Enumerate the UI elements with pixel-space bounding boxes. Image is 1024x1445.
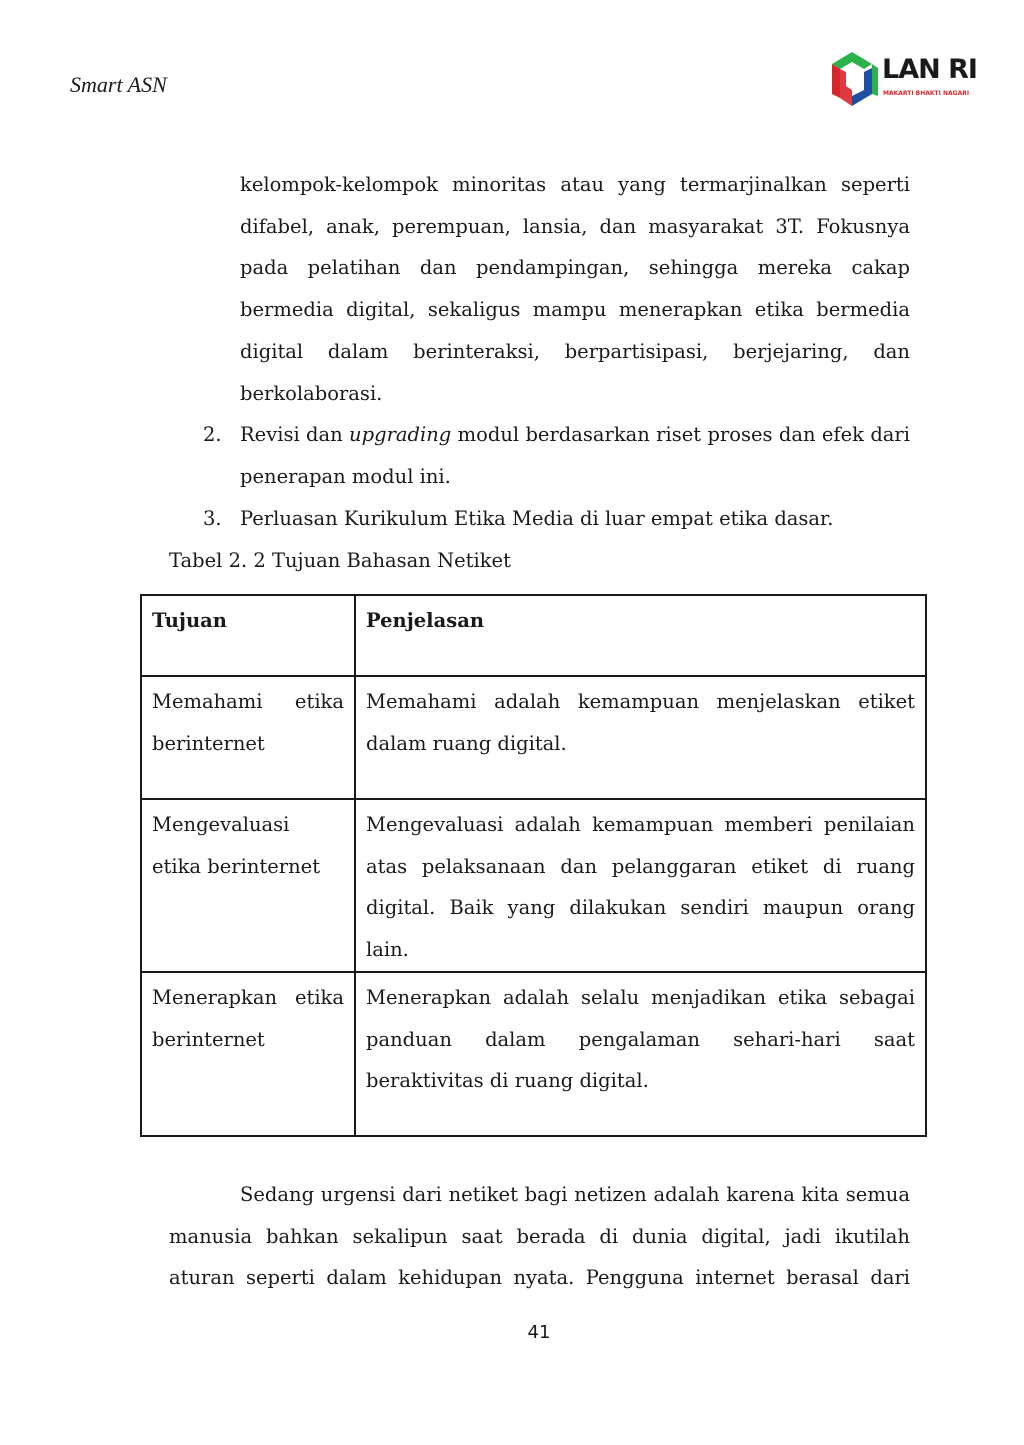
lan-ri-logo: [828, 50, 988, 114]
logo-tagline: MAKARTI BHAKTI NAGARI: [883, 90, 970, 97]
column-header-penjelasan: Penjelasan: [355, 595, 926, 676]
list-item-2-text-b: modul berdasarkan riset proses dan efek dari penerapan modul ini.: [240, 423, 910, 488]
running-header-title: Smart ASN: [70, 72, 167, 97]
table-cell-penjelasan: Memahami adalah kemampuan menjelaskan etiket dalam ruang digital.: [355, 676, 926, 799]
table-header-row: [141, 595, 926, 676]
table-cell-penjelasan: Menerapkan adalah selalu menjadikan etika sebagai panduan dalam pengalaman sehari-hari saat beraktivitas di ruang digital.: [355, 972, 926, 1136]
table-row: [141, 676, 926, 799]
table-caption: Tabel 2. 2 Tujuan Bahasan Netiket: [169, 549, 511, 572]
list-number-3: 3.: [203, 507, 222, 530]
logo-wordmark: LAN RI: [882, 54, 977, 85]
continued-paragraph: kelompok-kelompok minoritas atau yang termarjinalkan seperti difabel, anak, perempuan, lansia, dan masyarakat 3T. Fokusnya pada pelatihan dan pendampingan, sehingga mereka cakap bermedia digital, sekaligus mampu menerapkan etika bermedia digital dalam berinteraksi, berpartisipasi, berjejaring, dan berkolaborasi.: [240, 173, 910, 405]
list-item-2: [240, 414, 910, 497]
list-item-2-emphasis: upgrading: [349, 423, 452, 446]
table-cell-penjelasan: Mengevaluasi adalah kemampuan memberi penilaian atas pelaksanaan dan pelanggaran etiket di ruang digital. Baik yang dilakukan sendiri maupun orang lain.: [355, 799, 926, 972]
closing-paragraph: Sedang urgensi dari netiket bagi netizen adalah karena kita semua manusia bahkan sekalipun saat berada di dunia digital, jadi ikutilah aturan seperti dalam kehidupan nyata. Pengguna internet berasal dari: [169, 1183, 910, 1290]
lan-ri-emblem-icon: [828, 50, 882, 112]
table-row: [141, 972, 926, 1136]
page-number: 41: [527, 1322, 551, 1343]
table-row: [141, 799, 926, 972]
table-cell-tujuan: Memahami etika berinternet: [141, 676, 355, 799]
netiket-goals-table: [140, 594, 927, 1137]
table-cell-tujuan: Menerapkan etika berinternet: [141, 972, 355, 1136]
list-item-2-text-a: Revisi dan: [240, 423, 350, 446]
list-number-2: 2.: [203, 423, 222, 446]
table-cell-tujuan: Mengevaluasi etika berinternet: [141, 799, 355, 972]
column-header-tujuan: Tujuan: [141, 595, 355, 676]
list-item-3: Perluasan Kurikulum Etika Media di luar empat etika dasar.: [240, 507, 834, 530]
